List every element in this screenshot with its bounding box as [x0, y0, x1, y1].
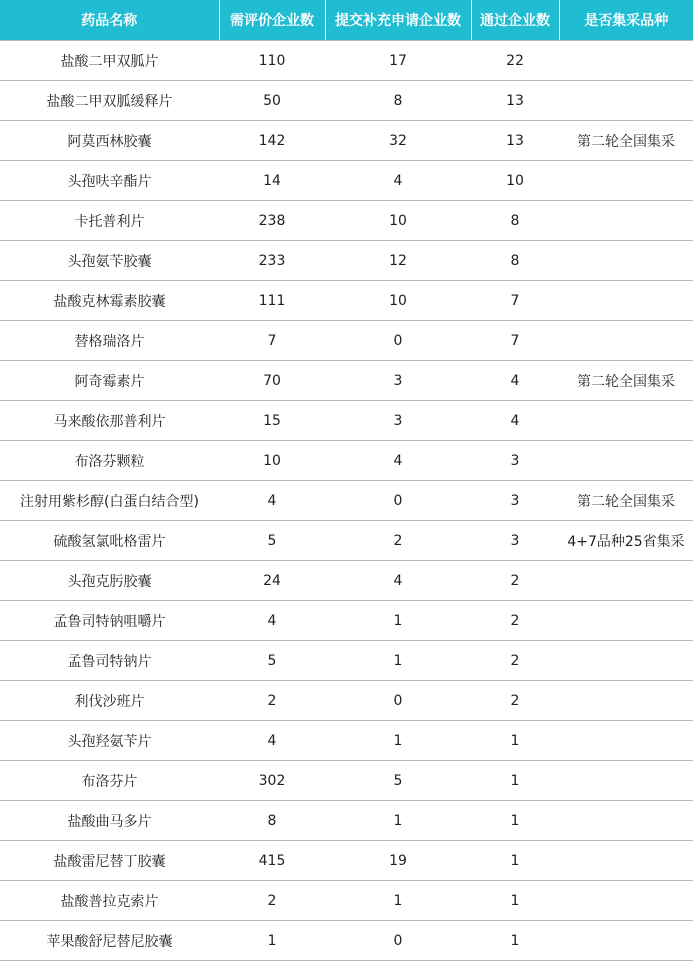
cell-procurement-status: [559, 201, 693, 241]
table-row: [0, 361, 693, 401]
cell-procurement-status: [559, 641, 693, 681]
table-row: [0, 921, 693, 961]
table-body: [0, 41, 693, 961]
cell-drug-name: 马来酸依那普利片: [0, 401, 219, 441]
cell-procurement-status: [559, 841, 693, 881]
cell-passed-companies: 4: [471, 401, 559, 441]
table-row: [0, 441, 693, 481]
cell-companies-to-evaluate: 5: [219, 521, 325, 561]
table-row: [0, 521, 693, 561]
cell-procurement-status: [559, 161, 693, 201]
cell-procurement-status: 第二轮全国集采: [559, 481, 693, 521]
table-row: [0, 641, 693, 681]
cell-supplementary-applications: 0: [325, 681, 471, 721]
cell-drug-name: 头孢克肟胶囊: [0, 561, 219, 601]
cell-supplementary-applications: 1: [325, 641, 471, 681]
cell-passed-companies: 7: [471, 281, 559, 321]
cell-supplementary-applications: 32: [325, 121, 471, 161]
cell-drug-name: 头孢氨苄胶囊: [0, 241, 219, 281]
cell-procurement-status: 第二轮全国集采: [559, 361, 693, 401]
cell-companies-to-evaluate: 4: [219, 721, 325, 761]
cell-supplementary-applications: 12: [325, 241, 471, 281]
cell-procurement-status: [559, 321, 693, 361]
cell-drug-name: 盐酸曲马多片: [0, 801, 219, 841]
cell-companies-to-evaluate: 233: [219, 241, 325, 281]
table-row: [0, 761, 693, 801]
cell-companies-to-evaluate: 5: [219, 641, 325, 681]
cell-supplementary-applications: 1: [325, 601, 471, 641]
table-row: [0, 601, 693, 641]
cell-procurement-status: 4+7品种25省集采: [559, 521, 693, 561]
cell-drug-name: 布洛芬片: [0, 761, 219, 801]
cell-passed-companies: 1: [471, 721, 559, 761]
cell-passed-companies: 1: [471, 881, 559, 921]
cell-drug-name: 头孢羟氨苄片: [0, 721, 219, 761]
cell-supplementary-applications: 10: [325, 281, 471, 321]
cell-procurement-status: 第二轮全国集采: [559, 121, 693, 161]
cell-supplementary-applications: 4: [325, 561, 471, 601]
cell-supplementary-applications: 3: [325, 361, 471, 401]
table-row: [0, 81, 693, 121]
cell-passed-companies: 3: [471, 521, 559, 561]
header-row: [0, 0, 693, 41]
cell-passed-companies: 8: [471, 241, 559, 281]
cell-passed-companies: 2: [471, 561, 559, 601]
cell-companies-to-evaluate: 415: [219, 841, 325, 881]
cell-passed-companies: 1: [471, 921, 559, 961]
cell-drug-name: 硫酸氢氯吡格雷片: [0, 521, 219, 561]
cell-supplementary-applications: 1: [325, 801, 471, 841]
cell-drug-name: 阿莫西林胶囊: [0, 121, 219, 161]
cell-procurement-status: [559, 921, 693, 961]
cell-supplementary-applications: 0: [325, 321, 471, 361]
table-row: [0, 841, 693, 881]
cell-companies-to-evaluate: 2: [219, 681, 325, 721]
cell-companies-to-evaluate: 111: [219, 281, 325, 321]
table-row: [0, 321, 693, 361]
table-row: [0, 681, 693, 721]
cell-drug-name: 头孢呋辛酯片: [0, 161, 219, 201]
cell-passed-companies: 2: [471, 601, 559, 641]
cell-supplementary-applications: 3: [325, 401, 471, 441]
cell-companies-to-evaluate: 10: [219, 441, 325, 481]
cell-companies-to-evaluate: 4: [219, 481, 325, 521]
cell-passed-companies: 3: [471, 441, 559, 481]
table-row: [0, 281, 693, 321]
cell-companies-to-evaluate: 110: [219, 41, 325, 81]
cell-companies-to-evaluate: 4: [219, 601, 325, 641]
cell-drug-name: 盐酸普拉克索片: [0, 881, 219, 921]
cell-supplementary-applications: 1: [325, 721, 471, 761]
cell-drug-name: 卡托普利片: [0, 201, 219, 241]
table-row: [0, 561, 693, 601]
cell-companies-to-evaluate: 2: [219, 881, 325, 921]
cell-procurement-status: [559, 241, 693, 281]
cell-companies-to-evaluate: 1: [219, 921, 325, 961]
table-row: [0, 801, 693, 841]
cell-passed-companies: 8: [471, 201, 559, 241]
cell-procurement-status: [559, 401, 693, 441]
table-row: [0, 121, 693, 161]
cell-drug-name: 苹果酸舒尼替尼胶囊: [0, 921, 219, 961]
table-row: [0, 201, 693, 241]
cell-passed-companies: 10: [471, 161, 559, 201]
cell-supplementary-applications: 8: [325, 81, 471, 121]
table-row: [0, 401, 693, 441]
cell-drug-name: 盐酸克林霉素胶囊: [0, 281, 219, 321]
cell-companies-to-evaluate: 24: [219, 561, 325, 601]
cell-drug-name: 阿奇霉素片: [0, 361, 219, 401]
cell-supplementary-applications: 10: [325, 201, 471, 241]
cell-supplementary-applications: 19: [325, 841, 471, 881]
cell-passed-companies: 1: [471, 841, 559, 881]
cell-passed-companies: 4: [471, 361, 559, 401]
cell-companies-to-evaluate: 70: [219, 361, 325, 401]
cell-passed-companies: 1: [471, 761, 559, 801]
table-row: [0, 481, 693, 521]
cell-companies-to-evaluate: 15: [219, 401, 325, 441]
cell-supplementary-applications: 5: [325, 761, 471, 801]
cell-procurement-status: [559, 681, 693, 721]
cell-supplementary-applications: 4: [325, 161, 471, 201]
cell-passed-companies: 1: [471, 801, 559, 841]
cell-supplementary-applications: 1: [325, 881, 471, 921]
header-procurement-status: 是否集采品种: [559, 0, 693, 41]
cell-supplementary-applications: 4: [325, 441, 471, 481]
cell-procurement-status: [559, 281, 693, 321]
cell-passed-companies: 13: [471, 81, 559, 121]
cell-companies-to-evaluate: 50: [219, 81, 325, 121]
cell-drug-name: 注射用紫杉醇(白蛋白结合型): [0, 481, 219, 521]
cell-drug-name: 盐酸雷尼替丁胶囊: [0, 841, 219, 881]
cell-supplementary-applications: 0: [325, 481, 471, 521]
header-drug-name: 药品名称: [0, 0, 219, 41]
cell-supplementary-applications: 17: [325, 41, 471, 81]
header-companies-to-evaluate: 需评价企业数: [219, 0, 325, 41]
cell-companies-to-evaluate: 8: [219, 801, 325, 841]
header-passed-companies: 通过企业数: [471, 0, 559, 41]
cell-procurement-status: [559, 41, 693, 81]
cell-procurement-status: [559, 441, 693, 481]
cell-passed-companies: 13: [471, 121, 559, 161]
cell-drug-name: 孟鲁司特钠片: [0, 641, 219, 681]
cell-procurement-status: [559, 721, 693, 761]
header-supplementary-applications: 提交补充申请企业数: [325, 0, 471, 41]
cell-passed-companies: 22: [471, 41, 559, 81]
cell-passed-companies: 7: [471, 321, 559, 361]
cell-procurement-status: [559, 801, 693, 841]
cell-procurement-status: [559, 601, 693, 641]
table-row: [0, 721, 693, 761]
table-row: [0, 161, 693, 201]
cell-companies-to-evaluate: 302: [219, 761, 325, 801]
cell-companies-to-evaluate: 238: [219, 201, 325, 241]
cell-supplementary-applications: 0: [325, 921, 471, 961]
cell-procurement-status: [559, 761, 693, 801]
cell-passed-companies: 3: [471, 481, 559, 521]
cell-drug-name: 孟鲁司特钠咀嚼片: [0, 601, 219, 641]
cell-passed-companies: 2: [471, 641, 559, 681]
cell-passed-companies: 2: [471, 681, 559, 721]
cell-drug-name: 利伐沙班片: [0, 681, 219, 721]
cell-companies-to-evaluate: 14: [219, 161, 325, 201]
cell-companies-to-evaluate: 142: [219, 121, 325, 161]
table-row: [0, 41, 693, 81]
cell-procurement-status: [559, 881, 693, 921]
cell-drug-name: 替格瑞洛片: [0, 321, 219, 361]
table-row: [0, 881, 693, 921]
cell-companies-to-evaluate: 7: [219, 321, 325, 361]
table-row: [0, 241, 693, 281]
table-header: [0, 0, 693, 41]
cell-procurement-status: [559, 561, 693, 601]
cell-drug-name: 盐酸二甲双胍缓释片: [0, 81, 219, 121]
cell-procurement-status: [559, 81, 693, 121]
cell-drug-name: 布洛芬颗粒: [0, 441, 219, 481]
cell-drug-name: 盐酸二甲双胍片: [0, 41, 219, 81]
cell-supplementary-applications: 2: [325, 521, 471, 561]
